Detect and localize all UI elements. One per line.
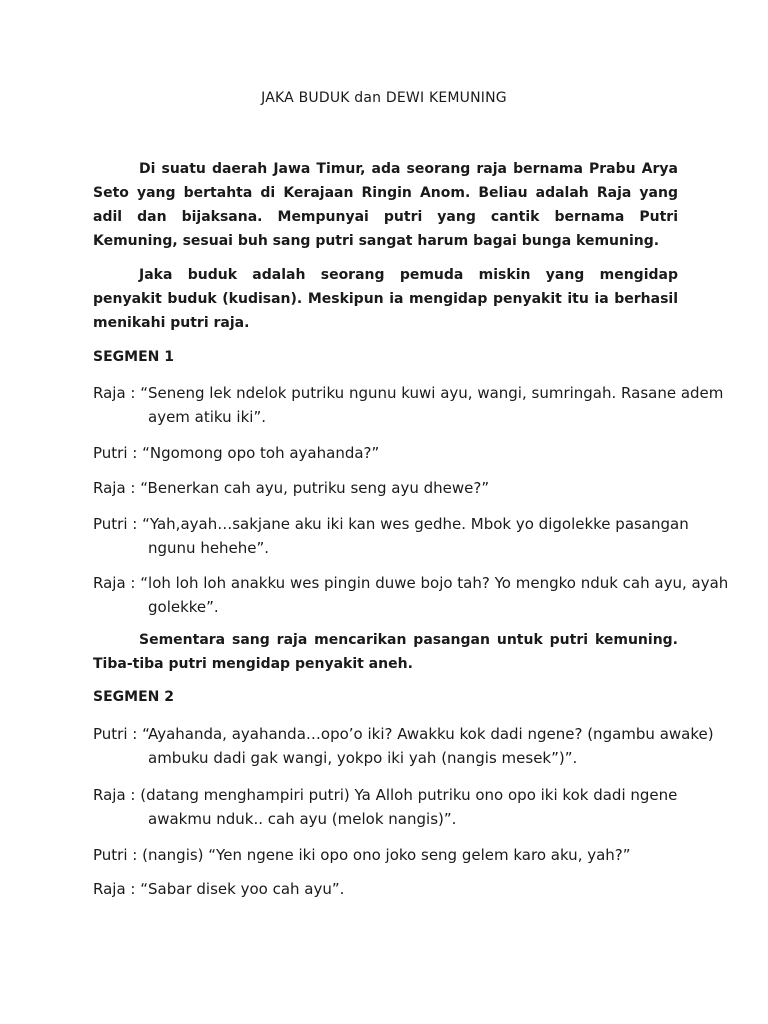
dialogue-text: (nangis) “Yen ngene iki opo ono joko seng gelem karo aku, yah?” [142, 846, 631, 864]
dialogue-text: “Benerkan cah ayu, putriku seng ayu dhewe?” [140, 479, 490, 497]
dialogue-line [93, 381, 733, 429]
speaker-label: Raja : [93, 384, 136, 402]
speaker-label: Putri : [93, 846, 138, 864]
dialogue-line [93, 476, 733, 500]
narration-paragraph: Sementara sang raja mencarikan pasangan untuk putri kemuning. Tiba-tiba putri mengidap penyakit aneh. [93, 632, 678, 672]
speaker-label: Raja : [93, 786, 136, 804]
speaker-label: Putri : [93, 725, 138, 743]
speaker-label: Putri : [93, 444, 138, 462]
dialogue-line [93, 441, 733, 465]
dialogue-line [93, 783, 733, 831]
dialogue-line [93, 722, 733, 770]
speaker-label: Raja : [93, 880, 136, 898]
segmen-1-heading: SEGMEN 1 [93, 349, 174, 365]
dialogue-text: “loh loh loh anakku wes pingin duwe bojo tah? Yo mengko nduk cah ayu, ayah golekke”. [140, 574, 729, 616]
dialogue-line [93, 571, 733, 619]
document-title: JAKA BUDUK dan DEWI KEMUNING [261, 90, 507, 106]
dialogue-text: “Seneng lek ndelok putriku ngunu kuwi ayu, wangi, sumringah. Rasane adem ayem atiku iki”. [140, 384, 724, 426]
speaker-label: Putri : [93, 515, 138, 533]
intro-paragraph-2: Jaka buduk adalah seorang pemuda miskin yang mengidap penyakit buduk (kudisan). Meskipun ia mengidap penyakit itu ia berhasil menikahi putri raja. [93, 267, 678, 331]
intro-paragraph-1: Di suatu daerah Jawa Timur, ada seorang raja bernama Prabu Arya Seto yang bertahta di Kerajaan Ringin Anom. Beliau adalah Raja yang adil dan bijaksana. Mempunyai putri yang cantik bernama Putri Kemuning, sesuai buh sang putri sangat harum bagai bunga kemuning. [93, 161, 678, 249]
dialogue-text: “Sabar disek yoo cah ayu”. [140, 880, 345, 898]
segmen-2-heading: SEGMEN 2 [93, 689, 174, 705]
dialogue-text: “Yah,ayah…sakjane aku iki kan wes gedhe. Mbok yo digolekke pasangan ngunu hehehe”. [142, 515, 689, 557]
dialogue-line [93, 877, 733, 901]
speaker-label: Raja : [93, 574, 136, 592]
dialogue-line [93, 512, 733, 560]
dialogue-text: (datang menghampiri putri) Ya Alloh putriku ono opo iki kok dadi ngene awakmu nduk.. cah ayu (melok nangis)”. [140, 786, 678, 828]
speaker-label: Raja : [93, 479, 136, 497]
dialogue-text: “Ayahanda, ayahanda…opo’o iki? Awakku kok dadi ngene? (ngambu awake) ambuku dadi gak wangi, yokpo iki yah (nangis mesek”)”. [142, 725, 714, 767]
dialogue-text: “Ngomong opo toh ayahanda?” [142, 444, 380, 462]
dialogue-line [93, 843, 733, 867]
